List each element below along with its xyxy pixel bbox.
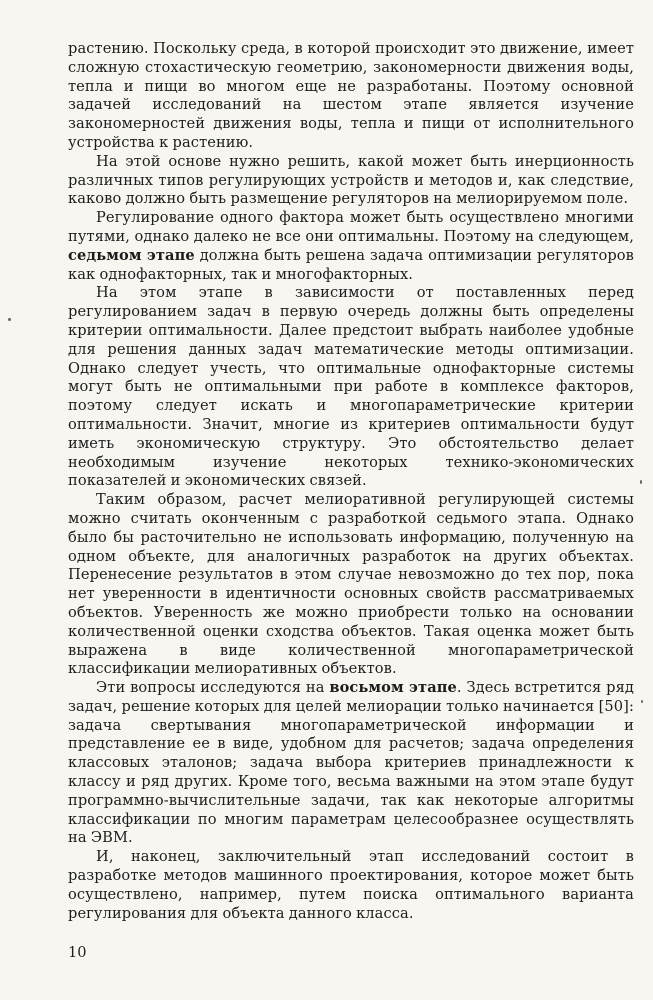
stage-seven-emphasis: седьмом этапе — [68, 246, 195, 264]
scan-speck — [640, 480, 642, 484]
paragraph-6-text-a: Эти вопросы исследуются на — [96, 679, 330, 697]
paragraph-2 — [68, 153, 634, 209]
paragraph-2-text: На этой основе нужно решить, какой может быть инерционность различных типов регулирующих устройств и методов и, как следствие, каково должно быть размещение регуляторов на мелиорируемом поле. — [68, 152, 634, 208]
page-body — [68, 40, 634, 923]
paragraph-7 — [68, 848, 634, 923]
paragraph-3-text-a: Регулирование одного фактора может быть осуществлено многими путями, однако далеко не все они оптимальны. Поэтому на следующем, — [68, 209, 634, 245]
paragraph-6 — [68, 679, 634, 848]
paragraph-1-text: растению. Поскольку среда, в которой происходит это движение, имеет сложную стохастическую геометрию, закономерности движения воды, тепла и пищи во многом еще не разработаны. Поэтому основной задачей исследований на шестом этапе является изучение закономерностей движения воды, тепла и пищи от исполнительного устройства к растению. — [68, 40, 634, 151]
page-number: 10 — [68, 944, 87, 961]
scan-speck — [8, 318, 11, 321]
paragraph-5-text: Таким образом, расчет мелиоративной регулирующей системы можно считать оконченным с разработкой седьмого этапа. Однако было бы расточительно не использовать информацию, полученную на одном объекте, для аналогичных разработок на других объектах. Перенесение результатов в этом случае невозможно до тех пор, пока нет уверенности в идентичности основных свойств рассматриваемых объектов. Уверенность же можно приобрести только на основании количественной оценки сходства объектов. Такая оценка может быть выражена в виде количественной многопараметрической классификации мелиоративных объектов. — [68, 491, 634, 678]
paragraph-7-text: И, наконец, заключительный этап исследований состоит в разработке методов машинного проектирования, которое может быть осуществлено, например, путем поиска оптимального варианта регулирования для объекта данного класса. — [68, 848, 634, 922]
paragraph-3 — [68, 209, 634, 284]
stage-eight-emphasis: восьмом этапе — [329, 679, 457, 697]
paragraph-5 — [68, 491, 634, 679]
paragraph-4-text: На этом этапе в зависимости от поставленных перед регулированием задач в первую очередь должны быть определены критерии оптимальности. Далее предстоит выбрать наиболее удобные для решения данных задач математические методы оптимизации. Однако следует учесть, что оптимальные однофакторные системы могут быть не оптимальными при работе в комплексе факторов, поэтому следует искать и многопараметрические критерии оптимальности. Значит, многие из критериев оптимальности будут иметь экономическую структуру. Это обстоятельство делает необходимым изучение некоторых технико-экономических показателей и экономических связей. — [68, 284, 634, 490]
paragraph-6-text-b: . Здесь встретится ряд задач, решение которых для целей мелиорации только начинается [50]: задача свертывания многопараметрической информации и представление ее в виде, удобном для расчетов; задача определения классовых эталонов; задача выбора критериев принадлежности к классу и ряд других. Кроме того, весьма важными на этом этапе будут программно-вычислительные задачи, так как некоторые алгоритмы классификации по многим параметрам целесообразнее осуществлять на ЭВМ. — [68, 679, 634, 847]
paragraph-3-text-b: должна быть решена задача оптимизации регуляторов как однофакторных, так и многофакторных. — [68, 246, 634, 283]
paragraph-1 — [68, 40, 634, 153]
paragraph-4 — [68, 284, 634, 491]
scan-speck — [641, 700, 643, 703]
